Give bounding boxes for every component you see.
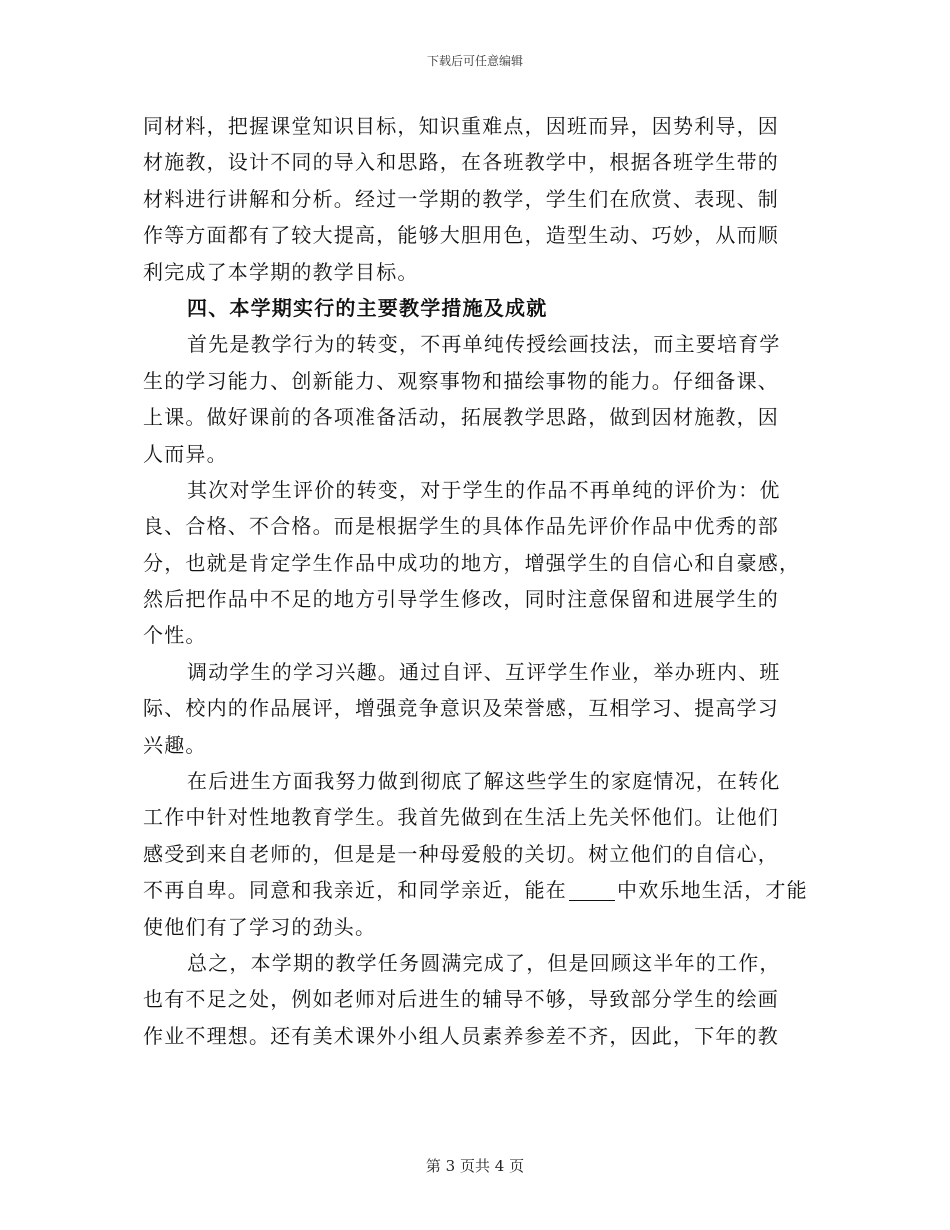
text-line: 个性。 [143, 623, 207, 648]
section-heading: 四、本学期实行的主要教学措施及成就 [187, 295, 548, 320]
text-line: 际、校内的作品展评，增强竞争意识及荣誉感，互相学习、提高学习 [143, 696, 779, 721]
text-line: 同材料，把握课堂知识目标，知识重难点，因班而异，因势利导，因 [143, 114, 779, 138]
text-line: 材料进行讲解和分析。经过一学期的教学，学生们在欣赏、表现、制 [143, 186, 779, 211]
text-line: 上课。做好课前的各项准备活动，拓展教学思路，做到因材施教，因 [143, 405, 779, 430]
fill-in-blank [569, 878, 615, 901]
text-line: 在后进生方面我努力做到彻底了解这些学生的家庭情况，在转化 [187, 769, 781, 794]
text-line: 作等方面都有了较大提高，能够大胆用色，造型生动、巧妙，从而顺 [143, 223, 779, 248]
text-line: 作业不理想。还有美术课外小组人员素养参差不齐，因此，下年的教 [143, 1023, 779, 1048]
text-line: 调动学生的学习兴趣。通过自评、互评学生作业，举办班内、班 [187, 659, 781, 684]
text-line: 感受到来自老师的，但是是一种母爱般的关切。树立他们的自信心， [143, 841, 779, 866]
text-line: 人而异。 [143, 441, 228, 466]
text-line: 生的学习能力、创新能力、观察事物和描绘事物的能力。仔细备课、 [143, 368, 779, 393]
text-line: 首先是教学行为的转变，不再单纯传授绘画技法，而主要培育学 [187, 332, 781, 357]
text-line: 总之，本学期的教学任务圆满完成了，但是回顾这半年的工作， [187, 950, 781, 975]
text-line: 良、合格、不合格。而是根据学生的具体作品先评价作品中优秀的部 [143, 514, 779, 539]
text-line: 也有不足之处，例如老师对后进生的辅导不够，导致部分学生的绘画 [143, 987, 779, 1012]
text-line: 分，也就是肯定学生作品中成功的地方，增强学生的自信心和自豪感， [143, 550, 801, 575]
text-line: 材施教，设计不同的导入和思路，在各班教学中，根据各班学生带的 [143, 150, 779, 175]
page-header: 下载后可任意编辑 [426, 54, 523, 68]
text-line: 其次对学生评价的转变，对于学生的作品不再单纯的评价为：优 [187, 477, 781, 502]
text-line: 工作中针对性地教育学生。我首先做到在生活上先关怀他们。让他们 [143, 805, 779, 830]
text-segment: 不再自卑。同意和我亲近，和同学亲近，能在 [143, 878, 567, 903]
text-line: 使他们有了学习的劲头。 [143, 914, 377, 939]
document-body [143, 108, 807, 1054]
text-line: 然后把作品中不足的地方引导学生修改，同时注意保留和进展学生的 [143, 587, 779, 612]
text-line: 利完成了本学期的教学目标。 [143, 259, 419, 284]
text-line-with-blank [143, 872, 807, 908]
page-footer: 第 3 页共 4 页 [425, 1157, 525, 1175]
text-segment: 中欢乐地生活，才能 [617, 878, 808, 903]
text-line: 兴趣。 [143, 732, 207, 757]
